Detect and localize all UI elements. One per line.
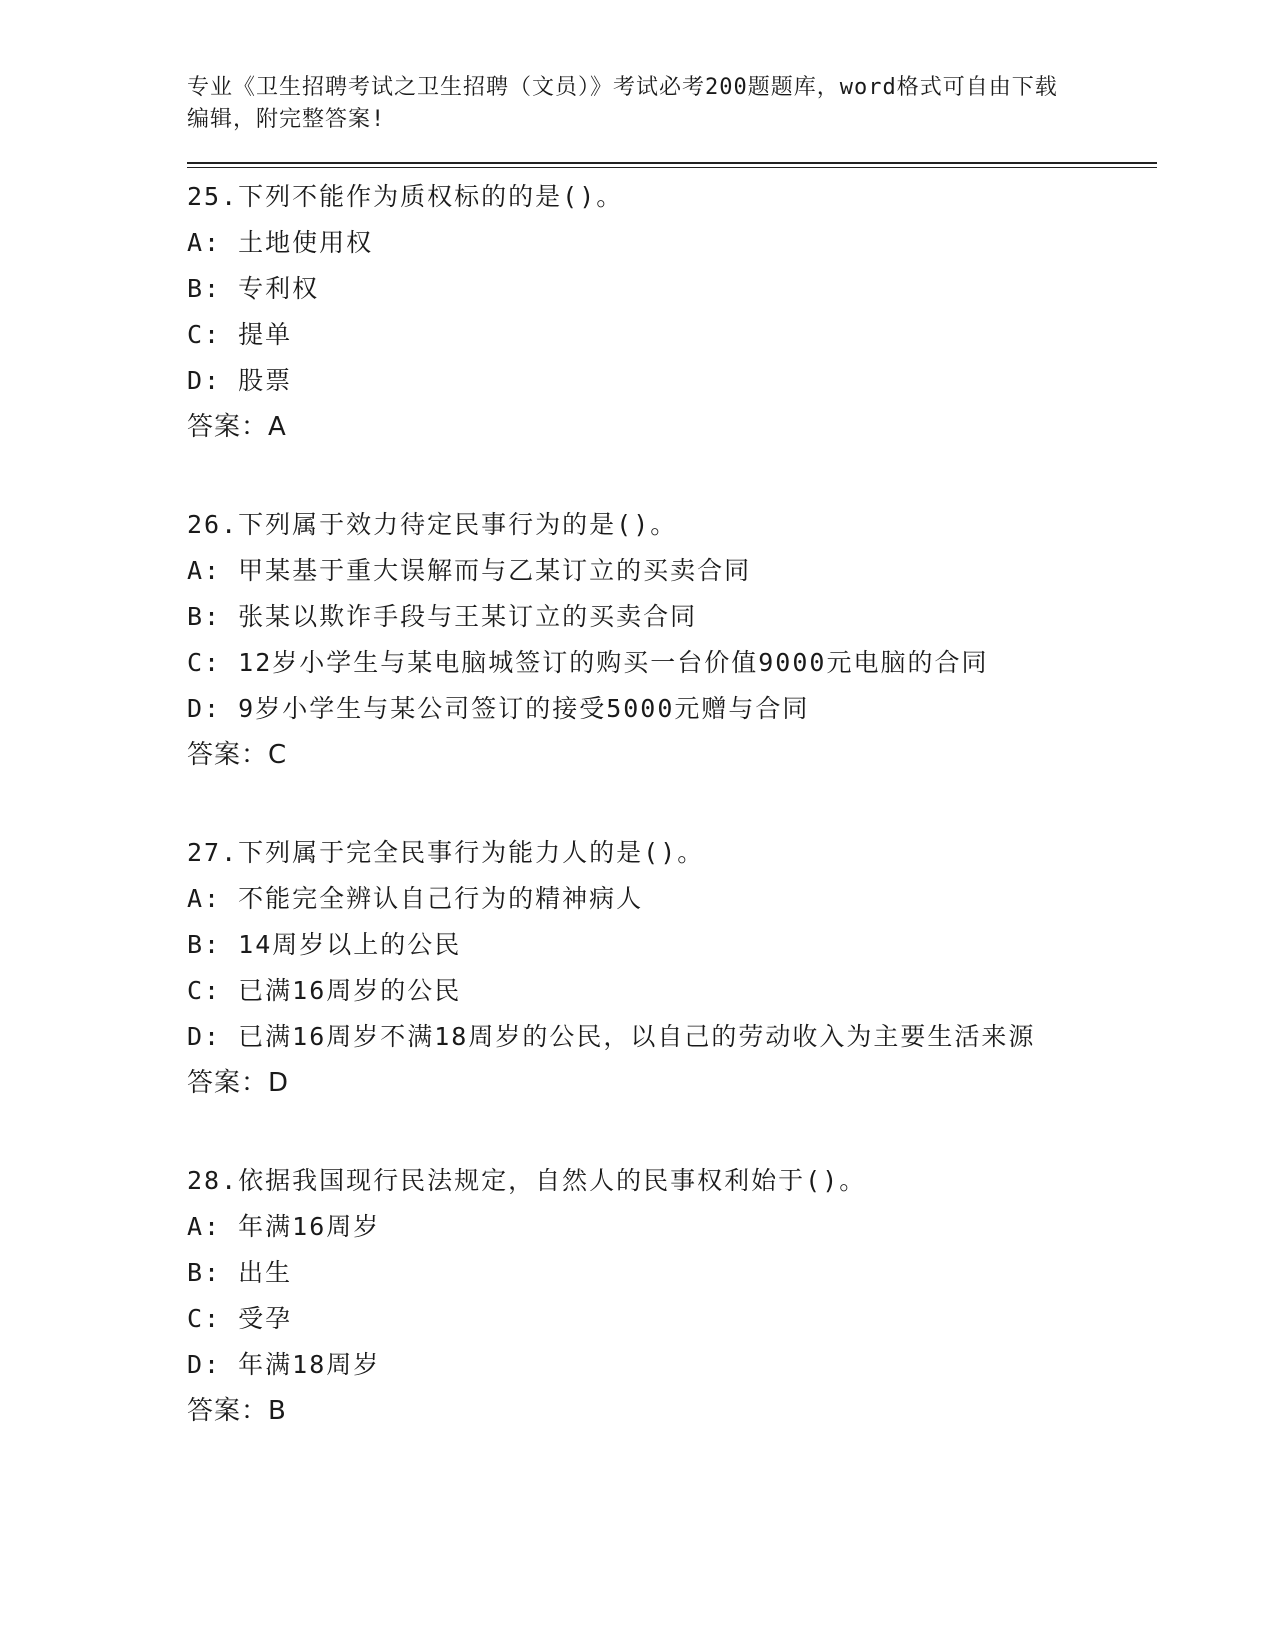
question-block [187, 830, 1157, 1106]
answer: 答案：C [187, 740, 288, 770]
option-b: B: 专利权 [187, 274, 320, 303]
option-c: C: 12岁小学生与某电脑城签订的购买一台价值9000元电脑的合同 [187, 648, 989, 677]
option-c: C: 受孕 [187, 1304, 293, 1333]
option-a: A: 土地使用权 [187, 228, 374, 257]
option-a: A: 年满16周岁 [187, 1212, 381, 1241]
question-stem: 27.下列属于完全民事行为能力人的是()。 [187, 838, 705, 867]
answer: 答案：B [187, 1396, 287, 1426]
option-b: B: 出生 [187, 1258, 293, 1287]
question-stem: 26.下列属于效力待定民事行为的是()。 [187, 510, 678, 539]
question-block [187, 174, 1157, 450]
answer: 答案：A [187, 412, 287, 442]
question-stem: 25.下列不能作为质权标的的是()。 [187, 182, 624, 211]
question-block [187, 502, 1157, 778]
option-d: D: 年满18周岁 [187, 1350, 381, 1379]
option-c: C: 提单 [187, 320, 293, 349]
question-stem: 28.依据我国现行民法规定，自然人的民事权利始于()。 [187, 1166, 867, 1195]
option-d: D: 已满16周岁不满18周岁的公民，以自己的劳动收入为主要生活来源 [187, 1022, 1036, 1051]
question-block [187, 1158, 1157, 1434]
answer: 答案：D [187, 1068, 290, 1098]
option-d: D: 9岁小学生与某公司签订的接受5000元赠与合同 [187, 694, 810, 723]
document-page [187, 72, 1157, 1434]
option-b: B: 张某以欺诈手段与王某订立的买卖合同 [187, 602, 698, 631]
option-c: C: 已满16周岁的公民 [187, 976, 462, 1005]
option-b: B: 14周岁以上的公民 [187, 930, 462, 959]
header-divider [187, 162, 1157, 168]
option-d: D: 股票 [187, 366, 293, 395]
option-a: A: 甲某基于重大误解而与乙某订立的买卖合同 [187, 556, 752, 585]
option-a: A: 不能完全辨认自己行为的精神病人 [187, 884, 644, 913]
document-header: 专业《卫生招聘考试之卫生招聘（文员）》考试必考200题题库，word格式可自由下载编辑，附完整答案! [187, 75, 1058, 132]
